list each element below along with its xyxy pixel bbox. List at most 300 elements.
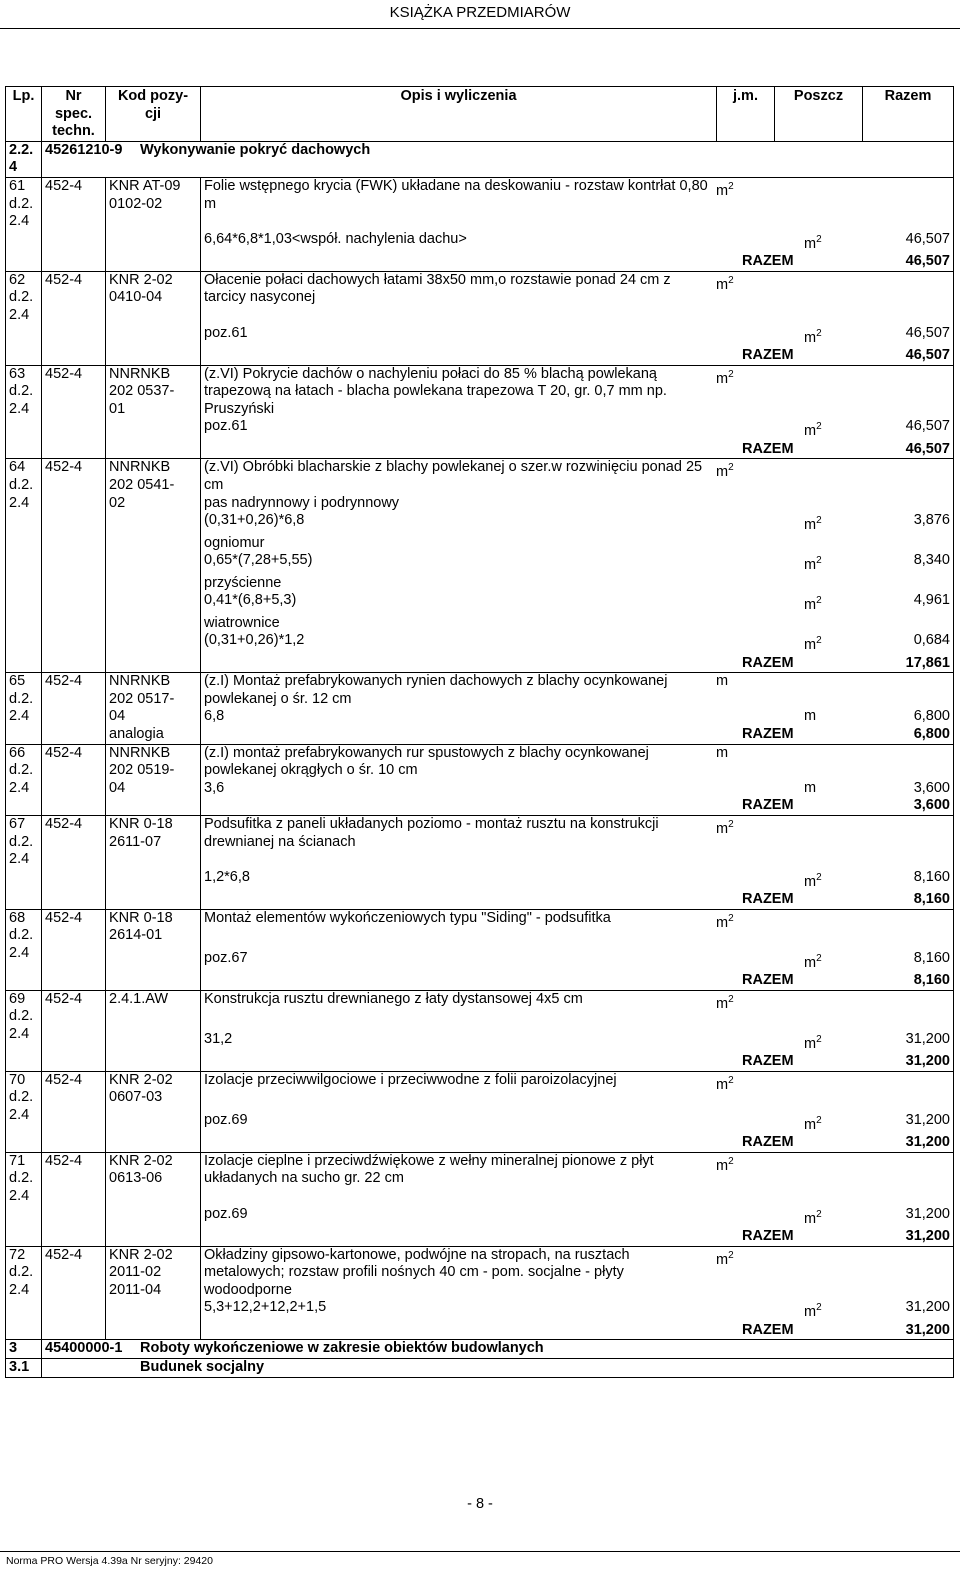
calc-unit: m xyxy=(804,708,817,725)
item-desc-row xyxy=(204,1153,950,1188)
item-lp-line: 2.4 xyxy=(9,1188,30,1205)
item-desc-row xyxy=(204,745,950,780)
section-title xyxy=(42,141,954,177)
item-lp-line: 66 xyxy=(9,744,26,761)
razem-label: RAZEM xyxy=(742,1228,794,1245)
razem-row xyxy=(204,441,950,459)
calc-expression: poz.67 xyxy=(204,949,248,966)
item-description: Podsufitka z paneli układanych poziomo - montaż rusztu na konstrukcji drewnianej na ścianach xyxy=(204,815,659,850)
item-lp xyxy=(6,909,42,990)
page-number: - 8 - xyxy=(467,1496,493,1512)
item-lp-line: 2.4 xyxy=(9,306,30,323)
item-code-line: 04 xyxy=(109,779,126,796)
razem-label: RAZEM xyxy=(742,1053,794,1070)
calc-unit: $m^2$ xyxy=(804,1114,822,1133)
item-lp-line: d.2. xyxy=(9,833,34,850)
item-code-line: KNR 2-02 xyxy=(109,271,173,288)
section-title xyxy=(42,1340,954,1359)
section-lp xyxy=(6,141,42,177)
item-code-line: 0607-03 xyxy=(109,1089,163,1106)
calc-unit: $m^2$ xyxy=(804,1033,822,1052)
item-lp xyxy=(6,673,42,744)
item-spec: 452-4 xyxy=(42,744,106,815)
item-lp-line: d.2. xyxy=(9,476,34,493)
calc-row xyxy=(204,1206,950,1228)
item-code-line: KNR 2-02 xyxy=(109,1071,173,1088)
razem-label: RAZEM xyxy=(742,1321,794,1338)
calc-label: ogniomur xyxy=(204,534,265,551)
calc-value: 31,200 xyxy=(905,1299,950,1316)
item-spec: 452-4 xyxy=(42,1246,106,1340)
item-description: Okładziny gipsowo-kartonowe, podwójne na stropach, na rusztach metalowych; rozstaw profili nośnych 40 cm - pom. socjalne - płyty wodoodporne xyxy=(204,1246,630,1298)
item-code-line: 202 0517- xyxy=(109,690,175,707)
calc-unit: $m^2$ xyxy=(804,327,822,346)
item-description: Ołacenie połaci dachowych łatami 38x50 mm,o rozstawie ponad 24 cm z tarcicy nasyconej xyxy=(204,271,671,306)
table-row xyxy=(6,271,954,365)
section-row xyxy=(6,141,954,177)
razem-label: RAZEM xyxy=(742,891,794,908)
calc-row xyxy=(204,418,950,440)
item-lp-line: 2.4 xyxy=(9,1107,30,1123)
item-unit: $m^2$ xyxy=(716,368,734,387)
calc-label: przyścienne xyxy=(204,574,282,591)
item-lp-line: d.2. xyxy=(9,1170,34,1187)
item-code-line: 0410-04 xyxy=(109,289,163,306)
item-unit: $m^2$ xyxy=(716,180,734,199)
item-code-line: 2614-01 xyxy=(109,927,163,944)
item-description: (z.VI) Pokrycie dachów o nachyleniu połaci do 85 % blachą powlekaną trapezową na łatach - blacha powlekana trapezowa T 20, gr. 0,7 mm np. Pruszyński xyxy=(204,365,667,417)
item-lp xyxy=(6,271,42,365)
item-body xyxy=(201,1246,954,1340)
item-unit: $m^2$ xyxy=(716,462,734,481)
item-body xyxy=(201,271,954,365)
razem-row xyxy=(204,1053,950,1071)
item-desc-row xyxy=(204,459,950,494)
item-spec: 452-4 xyxy=(42,271,106,365)
item-spec: 452-4 xyxy=(42,1152,106,1246)
calc-unit: $m^2$ xyxy=(804,233,822,252)
item-lp-line: d.2. xyxy=(9,1008,34,1025)
razem-label: RAZEM xyxy=(742,346,794,363)
item-code-line: KNR AT-09 xyxy=(109,177,181,194)
razem-label: RAZEM xyxy=(742,440,794,457)
calc-expression: 5,3+12,2+12,2+1,5 xyxy=(204,1299,327,1316)
item-body xyxy=(201,459,954,673)
calc-expression: 6,64*6,8*1,03<współ. nachylenia dachu> xyxy=(204,230,467,247)
col-nr-line: Nr xyxy=(65,88,82,104)
item-desc-row xyxy=(204,272,950,307)
item-code xyxy=(106,177,201,271)
item-lp-line: 2.4 xyxy=(9,400,30,417)
item-lp-line: 64 xyxy=(9,459,26,476)
item-spec: 452-4 xyxy=(42,990,106,1071)
item-lp-line: 2.4 xyxy=(9,708,30,725)
section-code: 45261210-9 xyxy=(45,141,123,158)
razem-value: 17,861 xyxy=(905,654,950,671)
table-row xyxy=(6,909,954,990)
calc-unit: $m^2$ xyxy=(804,635,822,654)
item-lp-line: d.2. xyxy=(9,289,34,306)
item-lp-line: d.2. xyxy=(9,690,34,707)
razem-value: 46,507 xyxy=(905,440,950,457)
calc-expression: 3,6 xyxy=(204,779,225,796)
item-code-line: 2011-04 xyxy=(109,1281,162,1298)
razem-value: 46,507 xyxy=(905,346,950,363)
item-code xyxy=(106,990,201,1071)
item-lp-line: 2.4 xyxy=(9,1281,30,1298)
item-unit: $m^2$ xyxy=(716,993,734,1012)
razem-row xyxy=(204,891,950,909)
item-lp-line: d.2. xyxy=(9,927,34,944)
table-row xyxy=(6,990,954,1071)
calc-row xyxy=(204,552,950,574)
spacer xyxy=(204,932,950,950)
item-lp-line: 68 xyxy=(9,909,26,926)
header-divider xyxy=(0,28,960,29)
calc-expression: poz.69 xyxy=(204,1205,248,1222)
item-code xyxy=(106,909,201,990)
razem-row xyxy=(204,726,950,744)
calc-unit: $m^2$ xyxy=(804,555,822,573)
item-code-line: KNR 2-02 xyxy=(109,1246,173,1263)
razem-row xyxy=(204,797,950,815)
item-code-line: 2011-02 xyxy=(109,1264,162,1281)
item-lp xyxy=(6,1071,42,1152)
item-body xyxy=(201,673,954,744)
item-lp-line: 62 xyxy=(9,271,26,288)
item-code-line: 01 xyxy=(109,400,126,417)
calc-value: 4,961 xyxy=(913,592,950,609)
item-unit: $m^2$ xyxy=(716,912,734,931)
item-spec: 452-4 xyxy=(42,815,106,909)
item-desc-row xyxy=(204,178,950,213)
item-spec: 452-4 xyxy=(42,459,106,673)
item-desc-row xyxy=(204,366,950,419)
calc-value: 3,600 xyxy=(913,779,950,796)
calc-row xyxy=(204,231,950,253)
calc-unit: $m^2$ xyxy=(804,1302,822,1321)
item-lp xyxy=(6,815,42,909)
razem-value: 6,800 xyxy=(913,725,950,742)
calc-value: 0,684 xyxy=(913,632,950,649)
item-lp-line: 69 xyxy=(9,990,26,1007)
item-lp-line: 65 xyxy=(9,673,26,690)
calc-label: wiatrownice xyxy=(204,614,280,631)
table-row xyxy=(6,365,954,459)
item-code-line: 202 0519- xyxy=(109,762,175,779)
item-lp-line: d.2. xyxy=(9,762,34,779)
calc-unit: $m^2$ xyxy=(804,515,822,533)
section-title xyxy=(42,1359,954,1378)
table-row xyxy=(6,177,954,271)
razem-row xyxy=(204,1134,950,1152)
item-lp xyxy=(6,459,42,673)
item-body xyxy=(201,990,954,1071)
item-code-line: KNR 0-18 xyxy=(109,909,173,926)
item-lp xyxy=(6,1246,42,1340)
item-lp xyxy=(6,990,42,1071)
calc-row xyxy=(204,1299,950,1321)
item-desc-row xyxy=(204,1247,950,1300)
razem-value: 31,200 xyxy=(905,1134,950,1151)
spacer xyxy=(204,1094,950,1112)
item-code-line: 2.4.1.AW xyxy=(109,990,169,1007)
item-desc-row xyxy=(204,910,950,932)
calc-expression: 6,8 xyxy=(204,708,225,725)
col-poszcz: Poszcz xyxy=(775,87,863,142)
footer-text: Norma PRO Wersja 4.39a Nr seryjny: 29420 xyxy=(6,1555,213,1567)
item-lp-line: d.2. xyxy=(9,383,34,400)
item-code xyxy=(106,744,201,815)
item-unit: $m^2$ xyxy=(716,274,734,293)
razem-label: RAZEM xyxy=(742,725,794,742)
item-code-line: 0613-06 xyxy=(109,1170,163,1187)
item-code xyxy=(106,815,201,909)
item-code-line: KNR 0-18 xyxy=(109,815,173,832)
item-lp-line: 2.4 xyxy=(9,944,30,961)
item-body xyxy=(201,1071,954,1152)
item-code-line: KNR 2-02 xyxy=(109,1152,173,1169)
table-row xyxy=(6,1071,954,1152)
item-description: (z.I) Montaż prefabrykowanych rynien dachowych z blachy ocynkowanej powlekanej o śr. 12 cm xyxy=(204,673,668,707)
razem-label: RAZEM xyxy=(742,972,794,989)
calc-expression: poz.61 xyxy=(204,324,248,341)
razem-row xyxy=(204,1228,950,1246)
item-spec: 452-4 xyxy=(42,365,106,459)
calc-value: 46,507 xyxy=(905,230,950,247)
section-row xyxy=(6,1340,954,1359)
item-description: (z.I) montaż prefabrykowanych rur spustowych z blachy ocynkowanej powlekanej okrągłych o śr. 10 cm xyxy=(204,744,649,779)
item-code-line: NNRNKB xyxy=(109,744,171,761)
razem-row xyxy=(204,1322,950,1340)
razem-value: 31,200 xyxy=(905,1228,950,1245)
calc-row xyxy=(204,632,950,654)
item-spec: 452-4 xyxy=(42,1071,106,1152)
razem-value: 8,160 xyxy=(913,972,950,989)
razem-label: RAZEM xyxy=(742,797,794,814)
col-nr-spec xyxy=(42,87,106,142)
section-code: 45400000-1 xyxy=(45,1340,123,1357)
calc-expression: 0,41*(6,8+5,3) xyxy=(204,592,297,609)
razem-value: 8,160 xyxy=(913,891,950,908)
item-spec: 452-4 xyxy=(42,673,106,744)
item-lp xyxy=(6,365,42,459)
item-lp xyxy=(6,1152,42,1246)
calc-value: 8,340 xyxy=(913,552,950,569)
spacer xyxy=(204,213,950,231)
calc-value: 8,160 xyxy=(913,949,950,966)
table-row xyxy=(6,459,954,673)
col-kod-line: cji xyxy=(144,105,162,122)
item-lp-line: 63 xyxy=(9,365,26,382)
section-lp-line: 4 xyxy=(9,159,18,176)
calc-value: 3,876 xyxy=(913,512,950,529)
page-header: KSIĄŻKA PRZEDMIARÓW xyxy=(389,4,571,21)
razem-label: RAZEM xyxy=(742,253,794,270)
calc-unit: $m^2$ xyxy=(804,952,822,971)
item-lp-line: 2.4 xyxy=(9,494,30,511)
item-code xyxy=(106,673,201,744)
item-code-line: NNRNKB xyxy=(109,673,171,690)
item-lp-line: d.2. xyxy=(9,1264,34,1281)
item-body xyxy=(201,909,954,990)
item-unit: $m^2$ xyxy=(716,818,734,837)
razem-value: 46,507 xyxy=(905,253,950,270)
col-kod-line: Kod pozy- xyxy=(117,88,189,104)
col-opis: Opis i wyliczenia xyxy=(201,87,717,142)
item-code-line: NNRNKB xyxy=(109,365,171,382)
item-lp-line: d.2. xyxy=(9,195,34,212)
item-code-line: analogia xyxy=(109,725,164,742)
section-lp-line: 2.2. xyxy=(9,141,34,158)
item-desc-row xyxy=(204,816,950,851)
calc-value: 46,507 xyxy=(905,418,950,435)
table-row xyxy=(6,1152,954,1246)
przedmiar-table xyxy=(5,86,954,1378)
calc-unit: m xyxy=(804,779,817,796)
item-description: Izolacje cieplne i przeciwdźwiękowe z wełny mineralnej pionowe z płyt układanych na sucho gr. 22 cm xyxy=(204,1152,654,1187)
calc-label: pas nadrynnowy i podrynnowy xyxy=(204,494,400,511)
item-code-line: 04 xyxy=(109,708,126,725)
table-row xyxy=(6,673,954,744)
item-lp-line: 70 xyxy=(9,1071,26,1088)
spacer xyxy=(204,1188,950,1206)
table-header xyxy=(6,87,954,142)
item-lp xyxy=(6,744,42,815)
spacer xyxy=(204,1013,950,1031)
calc-expression: 0,65*(7,28+5,55) xyxy=(204,552,313,569)
razem-row xyxy=(204,253,950,271)
calc-unit: $m^2$ xyxy=(804,595,822,613)
item-body xyxy=(201,1152,954,1246)
item-description: Izolacje przeciwwilgociowe i przeciwwodne z folii paroizolacyjnej xyxy=(204,1071,617,1088)
calc-value: 46,507 xyxy=(905,324,950,341)
item-lp-line: 71 xyxy=(9,1152,26,1169)
item-code-line: 0102-02 xyxy=(109,195,163,212)
calc-unit: $m^2$ xyxy=(804,871,822,890)
item-description: Konstrukcja rusztu drewnianego z łaty dystansowej 4x5 cm xyxy=(204,990,583,1007)
item-description: Folie wstępnego krycia (FWK) układane na deskowaniu - rozstaw kontrłat 0,80 m xyxy=(204,177,708,212)
section-row xyxy=(6,1359,954,1378)
calc-row xyxy=(204,1112,950,1134)
item-description: (z.VI) Obróbki blacharskie z blachy powlekanej o szer.w rozwinięciu ponad 25 cm xyxy=(204,459,703,493)
item-code xyxy=(106,271,201,365)
calc-expression: 1,2*6,8 xyxy=(204,868,250,885)
item-body xyxy=(201,177,954,271)
calc-unit: $m^2$ xyxy=(804,1208,822,1227)
calc-row xyxy=(204,708,950,726)
spacer xyxy=(204,851,950,869)
footer-divider xyxy=(0,1551,960,1552)
calc-row xyxy=(204,1031,950,1053)
item-lp-line: 2.4 xyxy=(9,851,30,868)
calc-value: 31,200 xyxy=(905,1030,950,1047)
item-desc-row xyxy=(204,991,950,1013)
item-code-line: 202 0541- xyxy=(109,476,175,493)
razem-row xyxy=(204,972,950,990)
col-lp: Lp. xyxy=(6,87,42,142)
calc-expression: poz.69 xyxy=(204,1111,248,1128)
item-unit: m xyxy=(716,744,729,761)
razem-label: RAZEM xyxy=(742,1134,794,1151)
item-desc-row xyxy=(204,673,950,708)
section-lp: 3.1 xyxy=(6,1359,42,1378)
razem-value: 31,200 xyxy=(905,1053,950,1070)
calc-value: 6,800 xyxy=(913,708,950,725)
item-lp-line: 72 xyxy=(9,1246,26,1263)
item-code-line: 2611-07 xyxy=(109,833,162,850)
item-description: Montaż elementów wykończeniowych typu "Siding" - podsufitka xyxy=(204,909,611,926)
item-lp-line: 2.4 xyxy=(9,213,30,230)
item-code xyxy=(106,1071,201,1152)
item-code xyxy=(106,459,201,673)
calc-row xyxy=(204,592,950,614)
item-desc-row xyxy=(204,1072,950,1094)
calc-expression: poz.61 xyxy=(204,418,248,435)
calc-value: 31,200 xyxy=(905,1205,950,1222)
calc-row xyxy=(204,512,950,534)
spacer xyxy=(204,307,950,325)
item-unit: m xyxy=(716,673,729,690)
calc-expression: 31,2 xyxy=(204,1030,233,1047)
table-row xyxy=(6,815,954,909)
item-code xyxy=(106,1152,201,1246)
item-lp-line: 67 xyxy=(9,815,26,832)
section-name: Roboty wykończeniowe w zakresie obiektów budowlanych xyxy=(140,1340,544,1357)
razem-row xyxy=(204,347,950,365)
calc-value: 31,200 xyxy=(905,1111,950,1128)
col-nr-line: spec. xyxy=(54,105,93,122)
item-code-line: 202 0537- xyxy=(109,383,175,400)
calc-expression: (0,31+0,26)*6,8 xyxy=(204,512,305,529)
col-razem: Razem xyxy=(863,87,954,142)
item-body xyxy=(201,365,954,459)
section-lp: 3 xyxy=(6,1340,42,1359)
item-code-line: 02 xyxy=(109,494,126,511)
table-row xyxy=(6,744,954,815)
calc-row xyxy=(204,780,950,798)
calc-unit: $m^2$ xyxy=(804,421,822,440)
item-lp xyxy=(6,177,42,271)
table-body xyxy=(6,141,954,1377)
razem-value: 31,200 xyxy=(905,1321,950,1338)
col-nr-line: techn. xyxy=(52,123,95,140)
item-lp-line: 61 xyxy=(9,177,26,194)
item-lp-line: 2.4 xyxy=(9,779,30,796)
item-spec: 452-4 xyxy=(42,909,106,990)
item-unit: $m^2$ xyxy=(716,1249,734,1268)
calc-expression: (0,31+0,26)*1,2 xyxy=(204,632,305,649)
calc-value: 8,160 xyxy=(913,868,950,885)
razem-row xyxy=(204,655,950,673)
item-code-line: NNRNKB xyxy=(109,459,171,476)
item-lp-line: d.2. xyxy=(9,1089,34,1106)
section-name: Wykonywanie pokryć dachowych xyxy=(140,141,371,158)
item-code xyxy=(106,1246,201,1340)
item-spec: 452-4 xyxy=(42,177,106,271)
calc-row xyxy=(204,869,950,891)
section-name: Budunek socjalny xyxy=(140,1359,265,1376)
item-body xyxy=(201,744,954,815)
table-row xyxy=(6,1246,954,1340)
calc-row xyxy=(204,950,950,972)
item-unit: $m^2$ xyxy=(716,1074,734,1093)
item-unit: $m^2$ xyxy=(716,1155,734,1174)
col-jm: j.m. xyxy=(717,87,775,142)
item-lp-line: 2.4 xyxy=(9,1025,30,1042)
calc-row xyxy=(204,325,950,347)
col-kod xyxy=(106,87,201,142)
